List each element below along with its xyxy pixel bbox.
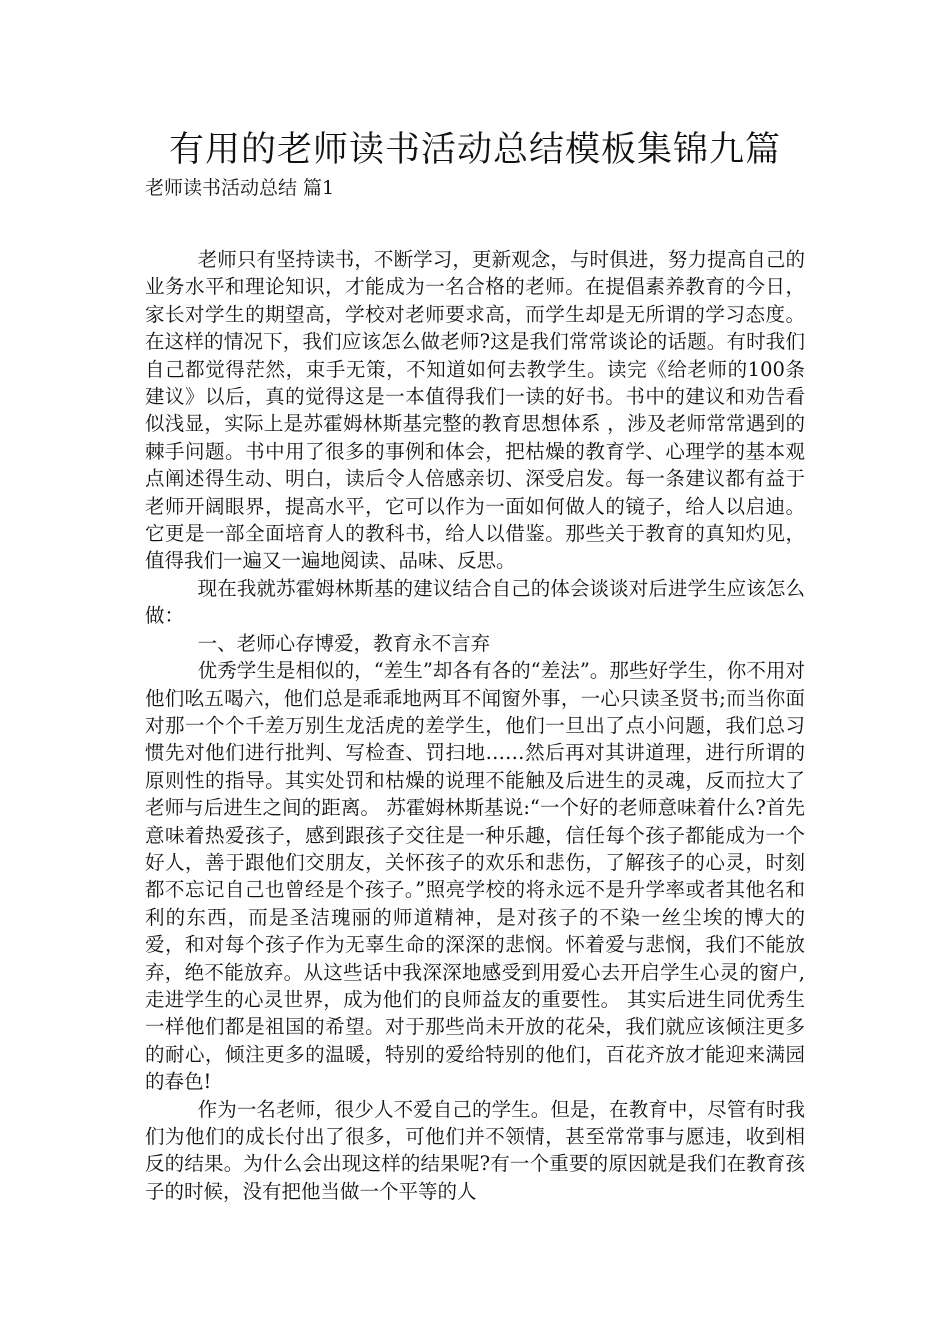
body-paragraph: 现在我就苏霍姆林斯基的建议结合自己的体会谈谈对后进学生应该怎么做：: [145, 576, 805, 628]
document-body: [145, 246, 805, 1205]
section-subtitle: 老师读书活动总结 篇1: [145, 177, 335, 199]
body-paragraph: 老师只有坚持读书，不断学习，更新观念，与时俱进，努力提高自己的业务水平和理论知识，才能成为一名合格的老师。在提倡素养教育的今日，家长对学生的期望高，学校对老师要求高，而学生却是无所谓的学习态度。在这样的情况下，我们应该怎么做老师?这是我们常常谈论的话题。有时我们自己都觉得茫然，束手无策，不知道如何去教学生。读完《给老师的100条建议》以后，真的觉得这是一本值得我们一读的好书。书中的建议和劝告看似浅显，实际上是苏霍姆林斯基完整的教育思想体系 ，涉及老师常常遇到的棘手问题。书中用了很多的事例和体会，把枯燥的教育学、心理学的基本观点阐述得生动、明白，读后令人倍感亲切、深受启发。每一条建议都有益于老师开阔眼界，提高水平，它可以作为一面如何做人的镜子，给人以启迪。它更是一部全面培育人的教科书，给人以借鉴。那些关于教育的真知灼见，值得我们一遍又一遍地阅读、品味、反思。: [145, 248, 805, 573]
section-heading: 一、老师心存博爱，教育永不言弃: [197, 631, 491, 655]
body-paragraph: 作为一名老师，很少人不爱自己的学生。但是，在教育中，尽管有时我们为他们的成长付出了很多，可他们并不领情，甚至常常事与愿违，收到相反的结果。为什么会出现这样的结果呢?有一个重要的原因就是我们在教育孩子的时候，没有把他当做一个平等的人: [145, 1097, 805, 1203]
page-title: 有用的老师读书活动总结模板集锦九篇: [168, 130, 781, 170]
body-paragraph: 优秀学生是相似的，“差生”却各有各的“差法”。那些好学生，你不用对他们吆五喝六，他们总是乖乖地两耳不闻窗外事，一心只读圣贤书;而当你面对那一个个千差万别生龙活虎的差学生，他们一旦出了点小问题，我们总习惯先对他们进行批判、写检查、罚扫地……然后再对其讲道理，进行所谓的原则性的指导。其实处罚和枯燥的说理不能触及后进生的灵魂，反而拉大了老师与后进生之间的距离。 苏霍姆林斯基说:“一个好的老师意味着什么?首先意味着热爱孩子，感到跟孩子交往是一种乐趣，信任每个孩子都能成为一个好人，善于跟他们交朋友，关怀孩子的欢乐和悲伤，了解孩子的心灵，时刻都不忘记自己也曾经是个孩子。”照亮学校的将永远不是升学率或者其他名和利的东西，而是圣洁瑰丽的师道精神，是对孩子的不染一丝尘埃的博大的爱，和对每个孩子作为无辜生命的深深的悲悯。怀着爱与悲悯，我们不能放弃，绝不能放弃。从这些话中我深深地感受到用爱心去开启学生心灵的窗户,走进学生的心灵世界，成为他们的良师益友的重要性。 其实后进生同优秀生一样他们都是祖国的希望。对于那些尚未开放的花朵，我们就应该倾注更多的耐心，倾注更多的温暖，特别的爱给特别的他们，百花齐放才能迎来满园的春色!: [145, 659, 805, 1094]
